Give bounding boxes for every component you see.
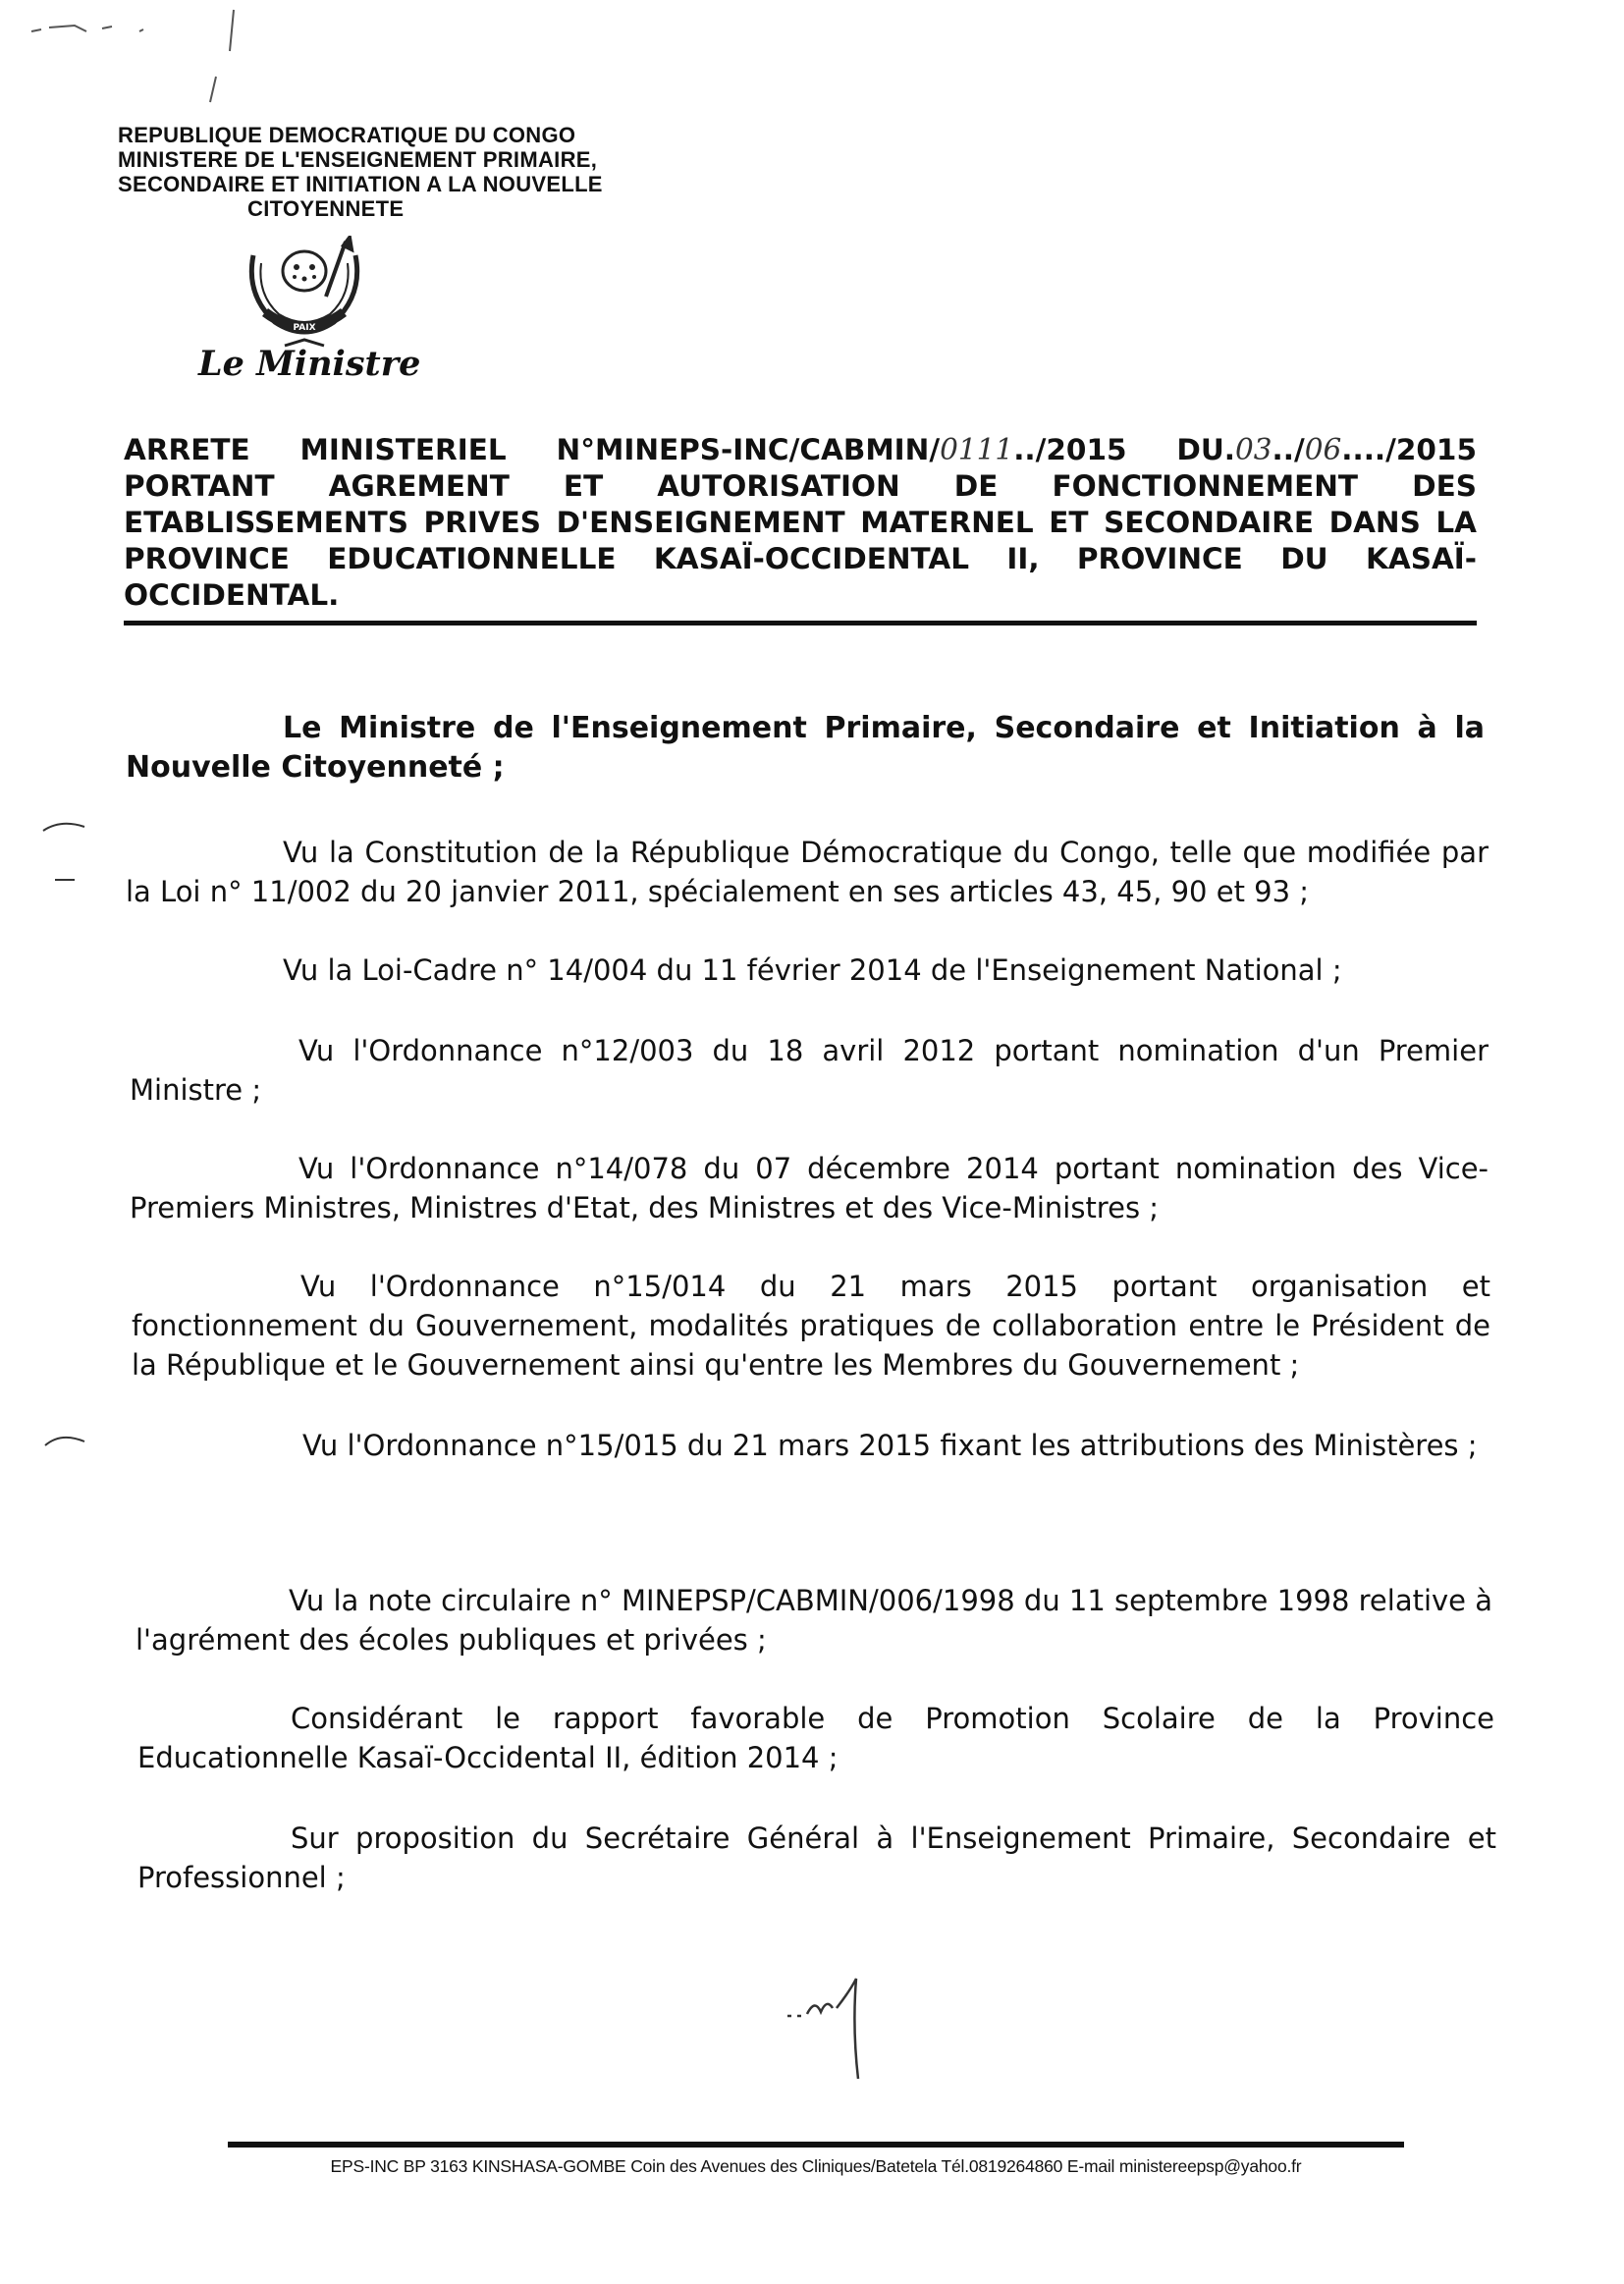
decree-year-end: ..../2015: [1341, 433, 1477, 466]
title-underline: [124, 621, 1477, 625]
footer-address: EPS-INC BP 3163 KINSHASA-GOMBE Coin des Avenues des Cliniques/Batetela Tél.0819264860 E-mail ministereepsp@yahoo.fr: [330, 2156, 1302, 2176]
visa-paragraph: Vu l'Ordonnance n°14/078 du 07 décembre 2014 portant nomination des Vice-Premiers Ministres, Ministres d'Etat, des Ministres et des Vice-Ministres ;: [130, 1152, 1489, 1224]
considerant-paragraph: Considérant le rapport favorable de Promotion Scolaire de la Province Educationnelle Kasaï-Occidental II, édition 2014 ;: [137, 1702, 1494, 1774]
decree-subject: PORTANT AGREMENT ET AUTORISATION DE FONCTIONNEMENT DES ETABLISSEMENTS PRIVES D'ENSEIGNEMENT MATERNEL ET SECONDAIRE DANS LA PROVINCE EDUCATIONNELLE KASAÏ-OCCIDENTAL II, PROVINCE DU KASAÏ-OCCIDENTAL.: [124, 469, 1477, 612]
footer-rule: [228, 2142, 1404, 2148]
handwritten-day: 03: [1235, 433, 1272, 466]
margin-mark: [39, 817, 90, 841]
margin-mark: [39, 1428, 90, 1451]
letterhead: [118, 123, 727, 221]
visa-paragraph: Vu l'Ordonnance n°15/014 du 21 mars 2015 portant organisation et fonctionnement du Gouvernement, modalités pratiques de collaboration entre le Président de la République et le Gouvernement ainsi qu'entre les Membres du Gouvernement ;: [132, 1270, 1490, 1382]
letterhead-line: SECONDAIRE ET INITIATION A LA NOUVELLE: [118, 172, 603, 196]
letterhead-line: CITOYENNETE: [247, 196, 405, 221]
decree-prefix: ARRETE MINISTERIEL N°MINEPS-INC/CABMIN/: [124, 433, 941, 466]
margin-mark: [39, 868, 90, 892]
visa-paragraph: Vu la note circulaire n° MINEPSP/CABMIN/006/1998 du 11 septembre 1998 relative à l'agrément des écoles publiques et privées ;: [135, 1584, 1493, 1657]
visa-paragraph: Vu la Loi-Cadre n° 14/004 du 11 février 2014 de l'Enseignement National ;: [283, 953, 1342, 987]
scan-artifact-marks: [29, 8, 265, 116]
emblem-motto: PAIX: [293, 323, 316, 333]
handwritten-decree-number: 0111: [940, 433, 1014, 466]
decree-separator: ../: [1272, 433, 1305, 466]
intro-paragraph: Le Ministre de l'Enseignement Primaire, Secondaire et Initiation à la Nouvelle Citoyenneté ;: [126, 711, 1485, 785]
handwritten-month: 06: [1304, 433, 1342, 466]
minister-title: Le Ministre: [198, 344, 421, 384]
decree-title: [124, 432, 1477, 614]
visa-paragraph: Vu l'Ordonnance n°12/003 du 18 avril 2012 portant nomination d'un Premier Ministre ;: [130, 1034, 1489, 1107]
coat-of-arms-emblem: [236, 236, 373, 358]
decree-year-du: ../2015 DU.: [1013, 433, 1235, 466]
visa-paragraph: Vu l'Ordonnance n°15/015 du 21 mars 2015 fixant les attributions des Ministères ;: [302, 1429, 1478, 1462]
letterhead-line: REPUBLIQUE DEMOCRATIQUE DU CONGO: [118, 123, 576, 147]
proposition-paragraph: Sur proposition du Secrétaire Général à l'Enseignement Primaire, Secondaire et Professionnel ;: [137, 1822, 1496, 1894]
visa-paragraph: Vu la Constitution de la République Démocratique du Congo, telle que modifiée par la Loi n° 11/002 du 20 janvier 2011, spécialement en ses articles 43, 45, 90 et 93 ;: [126, 836, 1489, 908]
letterhead-line: MINISTERE DE L'ENSEIGNEMENT PRIMAIRE,: [118, 147, 598, 172]
handwritten-page-mark: [782, 1969, 880, 2087]
